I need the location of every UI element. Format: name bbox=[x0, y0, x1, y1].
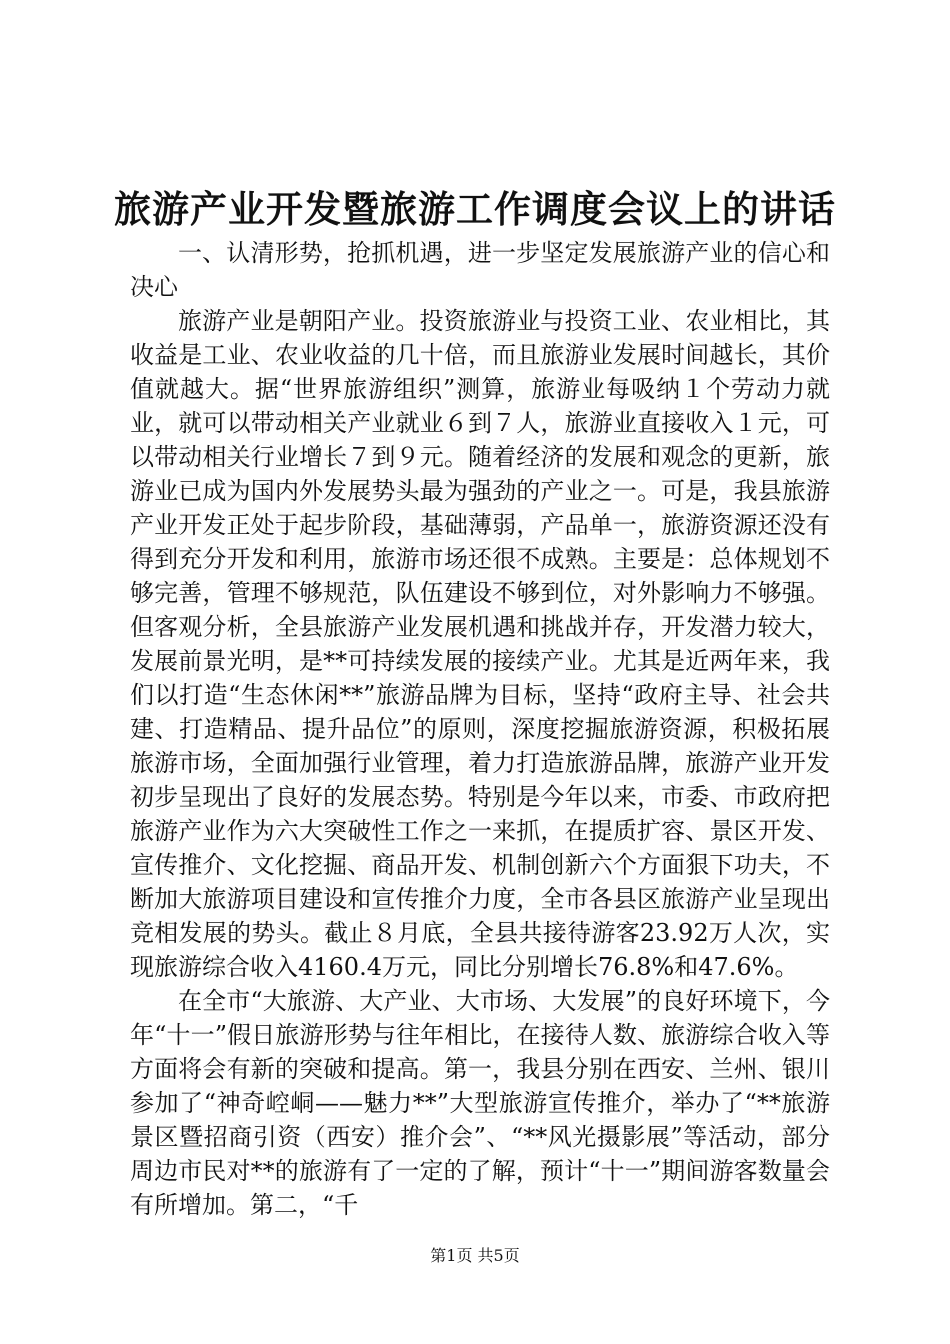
page-number: 第1页 共5页 bbox=[430, 1246, 520, 1265]
section-heading: 一、认清形势，抢抓机遇，进一步坚定发展旅游产业的信心和决心 bbox=[130, 239, 830, 301]
document-title: 旅游产业开发暨旅游工作调度会议上的讲话 bbox=[114, 187, 836, 231]
document-body bbox=[130, 236, 830, 1222]
body-paragraph: 在全市“大旅游、大产业、大市场、大发展”的良好环境下，今年“十一”假日旅游形势与往年相比，在接待人数、旅游综合收入等方面将会有新的突破和提高。第一，我县分别在西安、兰州、银川参加了“神奇崆峒——魅力**”大型旅游宣传推介，举办了“**旅游景区暨招商引资（西安）推介会”、“**风光摄影展”等活动，部分周边市民对**的旅游有了一定的了解，预计“十一”期间游客数量会有所增加。第二，“千 bbox=[130, 987, 830, 1219]
body-paragraph: 旅游产业是朝阳产业。投资旅游业与投资工业、农业相比，其收益是工业、农业收益的几十倍，而且旅游业发展时间越长，其价值就越大。据“世界旅游组织”测算，旅游业每吸纳１个劳动力就业，就可以带动相关产业就业６到７人，旅游业直接收入１元，可以带动相关行业增长７到９元。随着经济的发展和观念的更新，旅游业已成为国内外发展势头最为强劲的产业之一。可是，我县旅游产业开发正处于起步阶段，基础薄弱，产品单一，旅游资源还没有得到充分开发和利用，旅游市场还很不成熟。主要是：总体规划不够完善，管理不够规范，队伍建设不够到位，对外影响力不够强。但客观分析，全县旅游产业发展机遇和挑战并存，开发潜力较大，发展前景光明，是**可持续发展的接续产业。尤其是近两年来，我们以打造“生态休闲**”旅游品牌为目标，坚持“政府主导、社会共建、打造精品、提升品位”的原则，深度挖掘旅游资源，积极拓展旅游市场，全面加强行业管理，着力打造旅游品牌，旅游产业开发初步呈现出了良好的发展态势。特别是今年以来，市委、市政府把旅游产业作为六大突破性工作之一来抓，在提质扩容、景区开发、宣传推介、文化挖掘、商品开发、机制创新六个方面狠下功夫，不断加大旅游项目建设和宣传推介力度，全市各县区旅游产业呈现出竞相发展的势头。截止８月底，全县共接待游客23.92万人次，实现旅游综合收入4160.4万元，同比分别增长76.8%和47.6%。 bbox=[130, 307, 830, 981]
